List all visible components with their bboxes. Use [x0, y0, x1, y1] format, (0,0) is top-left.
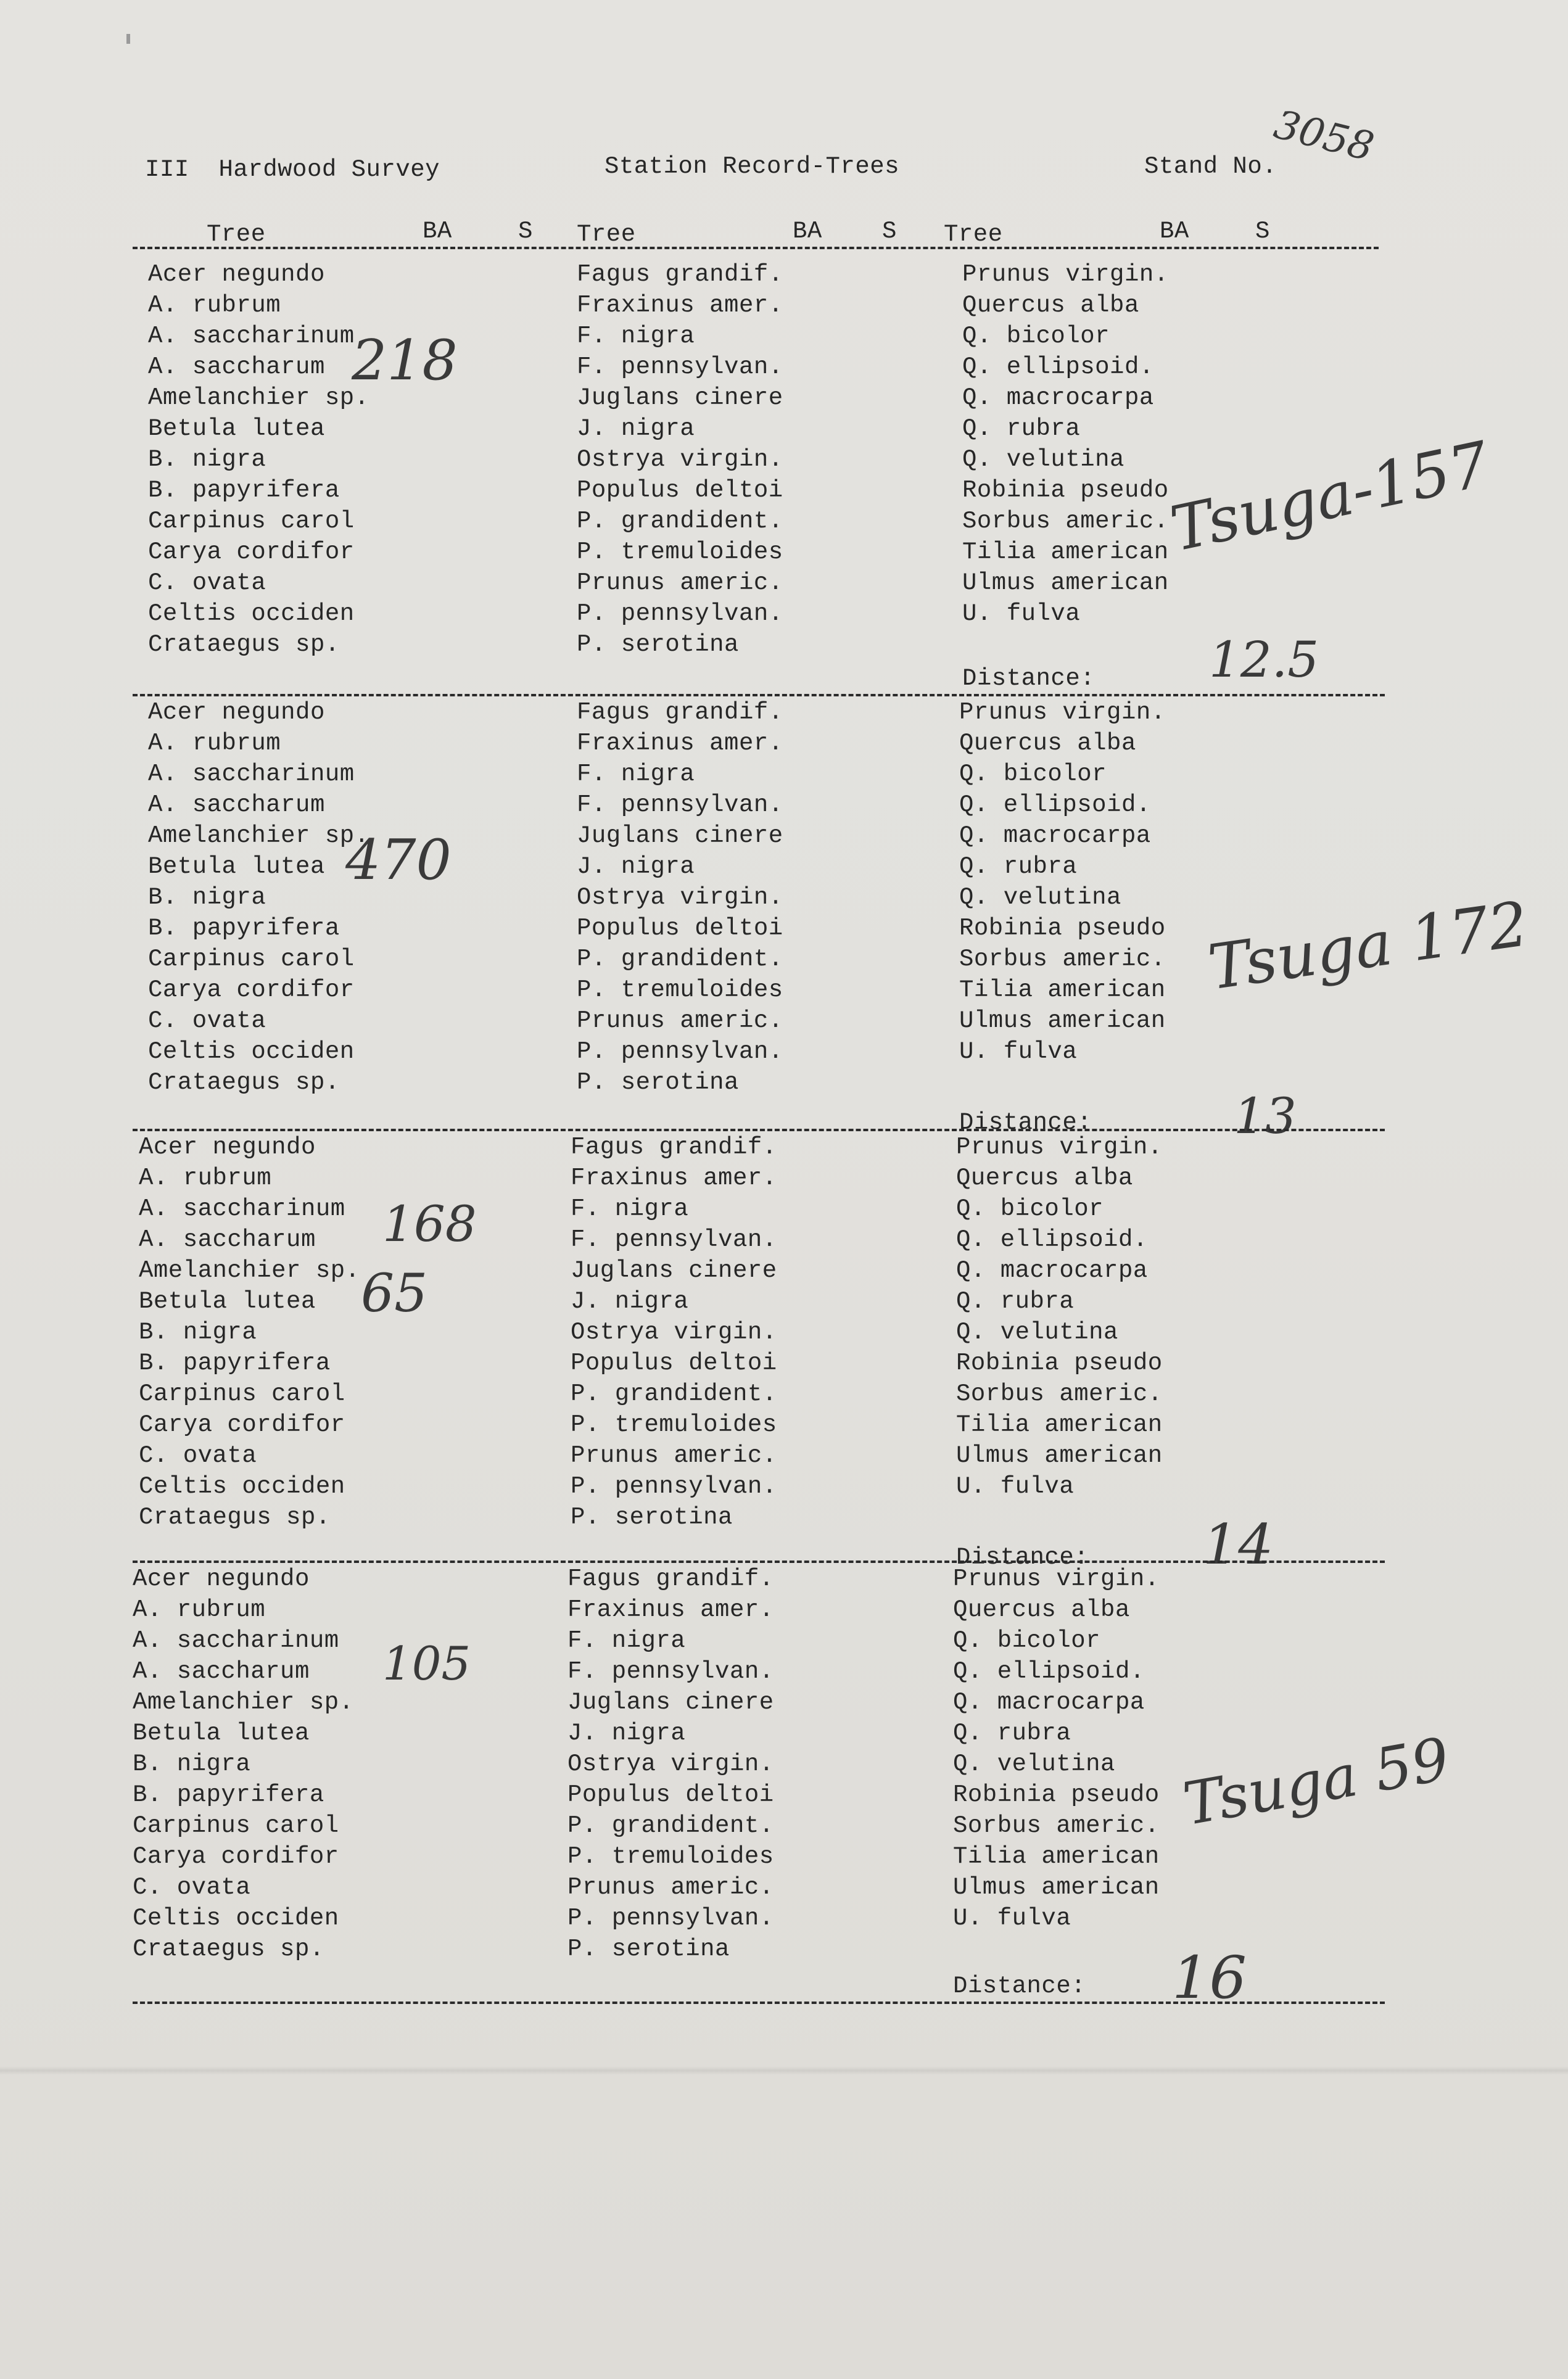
handwritten-tsuga-note: Tsuga 172: [1203, 888, 1533, 1004]
species-name: Populus deltoi: [571, 1350, 777, 1377]
station-divider: [133, 2002, 1385, 2004]
species-name: B. papyrifera: [133, 1781, 324, 1808]
species-name: Populus deltoi: [577, 477, 783, 504]
species-name: Q. velutina: [956, 1319, 1118, 1346]
species-name: Prunus virgin.: [959, 699, 1166, 726]
handwritten-ba-value: 218: [352, 328, 458, 393]
species-name: Juglans cinere: [567, 1689, 774, 1716]
species-name: Fagus grandif.: [577, 261, 783, 288]
species-name: Q. rubra: [956, 1288, 1075, 1315]
species-name: Sorbus americ.: [962, 508, 1169, 535]
species-name: Prunus virgin.: [953, 1565, 1160, 1593]
record-title: Station Record-Trees: [605, 153, 900, 180]
species-name: Carpinus carol: [133, 1812, 339, 1839]
species-name: J. nigra: [577, 415, 695, 442]
species-name: P. grandident.: [577, 946, 783, 973]
species-name: Q. bicolor: [962, 323, 1110, 350]
species-name: Q. macrocarpa: [959, 822, 1151, 849]
species-name: Sorbus americ.: [956, 1380, 1163, 1408]
species-name: Quercus alba: [959, 730, 1136, 757]
handwritten-distance-value: 13: [1234, 1087, 1297, 1145]
species-name: P. pennsylvan.: [571, 1473, 777, 1500]
species-name: A. rubrum: [148, 292, 281, 319]
species-name: Carpinus carol: [148, 946, 355, 973]
species-name: Q. ellipsoid.: [959, 791, 1151, 818]
handwritten-ba-value: 105: [382, 1636, 471, 1691]
species-name: A. saccharinum: [139, 1195, 345, 1222]
distance-label: Distance:: [959, 1109, 1092, 1136]
species-name: Prunus virgin.: [956, 1134, 1163, 1161]
distance-label: Distance:: [956, 1544, 1089, 1571]
species-name: Amelanchier sp.: [148, 822, 369, 849]
species-name: Carya cordifor: [148, 976, 355, 1004]
species-name: Carpinus carol: [148, 508, 355, 535]
staple-mark: [126, 34, 130, 44]
species-name: Juglans cinere: [571, 1257, 777, 1284]
distance-label: Distance:: [953, 1973, 1086, 2000]
species-name: Sorbus americ.: [953, 1812, 1160, 1839]
species-name: P. tremuloides: [577, 976, 783, 1004]
species-name: A. rubrum: [133, 1596, 266, 1623]
species-name: Juglans cinere: [577, 822, 783, 849]
stand-number: 3058: [1269, 102, 1379, 171]
species-name: A. saccharum: [148, 353, 325, 381]
species-name: Robinia pseudo: [959, 915, 1166, 942]
species-name: F. pennsylvan.: [577, 791, 783, 818]
species-name: Ostrya virgin.: [577, 446, 783, 473]
species-name: Ulmus american: [959, 1007, 1166, 1034]
species-name: A. saccharum: [148, 791, 325, 818]
column-header-ba: BA: [1160, 218, 1189, 245]
species-name: Acer negundo: [148, 699, 325, 726]
species-name: U. fulva: [962, 600, 1081, 627]
handwritten-tsuga-note: Tsuga-157: [1164, 427, 1496, 566]
stand-label: Stand No.: [1144, 153, 1277, 180]
column-header-tree: Tree: [577, 221, 636, 248]
species-name: Prunus virgin.: [962, 261, 1169, 288]
species-name: B. nigra: [148, 884, 266, 911]
column-header-ba: BA: [423, 218, 452, 245]
species-name: Fagus grandif.: [567, 1565, 774, 1593]
species-name: Populus deltoi: [567, 1781, 774, 1808]
species-name: Q. macrocarpa: [956, 1257, 1148, 1284]
station-divider: [133, 694, 1385, 696]
species-name: Q. bicolor: [953, 1627, 1101, 1654]
distance-label: Distance:: [962, 665, 1096, 692]
species-name: Robinia pseudo: [953, 1781, 1160, 1808]
species-name: Fraxinus amer.: [571, 1165, 777, 1192]
species-name: U. fulva: [956, 1473, 1075, 1500]
handwritten-ba-value: 65: [361, 1263, 428, 1324]
species-name: C. ovata: [148, 1007, 266, 1034]
species-name: P. grandident.: [571, 1380, 777, 1408]
species-name: Acer negundo: [148, 261, 325, 288]
species-name: Q. macrocarpa: [962, 384, 1154, 411]
species-name: Betula lutea: [148, 415, 325, 442]
species-name: Carpinus carol: [139, 1380, 345, 1408]
species-name: Crataegus sp.: [148, 1069, 340, 1096]
species-name: Ulmus american: [956, 1442, 1163, 1469]
species-name: Fraxinus amer.: [567, 1596, 774, 1623]
species-name: Prunus americ.: [567, 1874, 774, 1901]
species-name: B. nigra: [139, 1319, 257, 1346]
column-header-ba: BA: [793, 218, 822, 245]
species-name: B. nigra: [133, 1750, 251, 1778]
species-name: Crataegus sp.: [139, 1504, 331, 1531]
species-name: P. pennsylvan.: [567, 1905, 774, 1932]
species-name: Amelanchier sp.: [139, 1257, 360, 1284]
species-name: P. grandident.: [577, 508, 783, 535]
species-name: Amelanchier sp.: [148, 384, 369, 411]
species-name: A. saccharum: [133, 1658, 310, 1685]
species-name: J. nigra: [571, 1288, 689, 1315]
species-name: Juglans cinere: [577, 384, 783, 411]
species-name: Populus deltoi: [577, 915, 783, 942]
species-name: U. fulva: [953, 1905, 1071, 1932]
species-name: Fagus grandif.: [571, 1134, 777, 1161]
species-name: P. grandident.: [567, 1812, 774, 1839]
species-name: Q. velutina: [959, 884, 1121, 911]
species-name: Q. bicolor: [959, 761, 1107, 788]
species-name: A. rubrum: [139, 1165, 272, 1192]
species-name: Betula lutea: [148, 853, 325, 880]
species-name: F. pennsylvan.: [571, 1226, 777, 1253]
species-name: A. saccharinum: [148, 323, 355, 350]
species-name: Carya cordifor: [133, 1843, 339, 1870]
species-name: Fagus grandif.: [577, 699, 783, 726]
species-name: A. saccharum: [139, 1226, 316, 1253]
species-name: Ostrya virgin.: [567, 1750, 774, 1778]
species-name: Q. velutina: [953, 1750, 1115, 1778]
species-name: F. pennsylvan.: [577, 353, 783, 381]
column-header-tree: Tree: [944, 221, 1003, 248]
species-name: Fraxinus amer.: [577, 730, 783, 757]
species-name: C. ovata: [148, 569, 266, 596]
handwritten-distance-value: 16: [1172, 1944, 1247, 2012]
species-name: Carya cordifor: [139, 1411, 345, 1438]
species-name: F. nigra: [577, 761, 695, 788]
species-name: A. saccharinum: [148, 761, 355, 788]
species-name: Crataegus sp.: [148, 631, 340, 658]
species-name: P. tremuloides: [577, 538, 783, 566]
species-name: P. serotina: [577, 1069, 739, 1096]
species-name: Robinia pseudo: [956, 1350, 1163, 1377]
species-name: Q. velutina: [962, 446, 1124, 473]
species-name: P. serotina: [571, 1504, 733, 1531]
column-header-s: S: [1255, 218, 1270, 245]
paper-fold: [0, 2066, 1568, 2075]
species-name: J. nigra: [567, 1720, 686, 1747]
handwritten-ba-value: 168: [382, 1195, 477, 1253]
species-name: P. pennsylvan.: [577, 600, 783, 627]
species-name: Ulmus american: [953, 1874, 1160, 1901]
species-name: Q. macrocarpa: [953, 1689, 1145, 1716]
species-name: Celtis occiden: [139, 1473, 345, 1500]
species-name: F. nigra: [571, 1195, 689, 1222]
species-name: Quercus alba: [956, 1165, 1133, 1192]
species-name: Q. ellipsoid.: [953, 1658, 1145, 1685]
species-name: Acer negundo: [139, 1134, 316, 1161]
species-name: B. papyrifera: [148, 477, 340, 504]
species-name: Betula lutea: [139, 1288, 316, 1315]
species-name: Tilia american: [959, 976, 1166, 1004]
handwritten-distance-value: 12.5: [1209, 631, 1319, 688]
handwritten-distance-value: 14: [1203, 1512, 1274, 1577]
species-name: Q. bicolor: [956, 1195, 1104, 1222]
species-name: Ostrya virgin.: [577, 884, 783, 911]
survey-title: III Hardwood Survey: [145, 156, 440, 183]
species-name: Sorbus americ.: [959, 946, 1166, 973]
species-name: P. tremuloides: [567, 1843, 774, 1870]
species-name: Prunus americ.: [577, 569, 783, 596]
species-name: Q. ellipsoid.: [962, 353, 1154, 381]
species-name: P. serotina: [567, 1936, 730, 1963]
species-name: Ostrya virgin.: [571, 1319, 777, 1346]
species-name: U. fulva: [959, 1038, 1078, 1065]
species-name: Betula lutea: [133, 1720, 310, 1747]
species-name: J. nigra: [577, 853, 695, 880]
species-name: Q. rubra: [962, 415, 1081, 442]
species-name: Crataegus sp.: [133, 1936, 324, 1963]
station-divider: [133, 1561, 1385, 1563]
species-name: B. papyrifera: [139, 1350, 331, 1377]
species-name: Acer negundo: [133, 1565, 310, 1593]
species-name: Celtis occiden: [133, 1905, 339, 1932]
species-name: Q. ellipsoid.: [956, 1226, 1148, 1253]
species-name: C. ovata: [133, 1874, 251, 1901]
species-name: Prunus americ.: [577, 1007, 783, 1034]
column-header-s: S: [518, 218, 533, 245]
species-name: A. saccharinum: [133, 1627, 339, 1654]
species-name: Robinia pseudo: [962, 477, 1169, 504]
species-name: P. pennsylvan.: [577, 1038, 783, 1065]
header-divider: [133, 247, 1379, 249]
species-name: Tilia american: [953, 1843, 1160, 1870]
species-name: A. rubrum: [148, 730, 281, 757]
handwritten-tsuga-note: Tsuga 59: [1178, 1725, 1455, 1839]
species-name: Tilia american: [962, 538, 1169, 566]
species-name: Amelanchier sp.: [133, 1689, 354, 1716]
column-header-tree: Tree: [207, 221, 266, 248]
species-name: B. papyrifera: [148, 915, 340, 942]
column-header-s: S: [882, 218, 897, 245]
species-name: Quercus alba: [953, 1596, 1130, 1623]
species-name: Quercus alba: [962, 292, 1139, 319]
species-name: Carya cordifor: [148, 538, 355, 566]
species-name: B. nigra: [148, 446, 266, 473]
species-name: F. pennsylvan.: [567, 1658, 774, 1685]
species-name: Q. rubra: [959, 853, 1078, 880]
station-divider: [133, 1129, 1385, 1131]
species-name: Celtis occiden: [148, 1038, 355, 1065]
handwritten-ba-value: 470: [345, 828, 452, 893]
species-name: Q. rubra: [953, 1720, 1071, 1747]
species-name: P. serotina: [577, 631, 739, 658]
species-name: Tilia american: [956, 1411, 1163, 1438]
species-name: C. ovata: [139, 1442, 257, 1469]
species-name: Ulmus american: [962, 569, 1169, 596]
species-name: Fraxinus amer.: [577, 292, 783, 319]
species-name: F. nigra: [567, 1627, 686, 1654]
species-name: Prunus americ.: [571, 1442, 777, 1469]
species-name: F. nigra: [577, 323, 695, 350]
species-name: P. tremuloides: [571, 1411, 777, 1438]
species-name: Celtis occiden: [148, 600, 355, 627]
